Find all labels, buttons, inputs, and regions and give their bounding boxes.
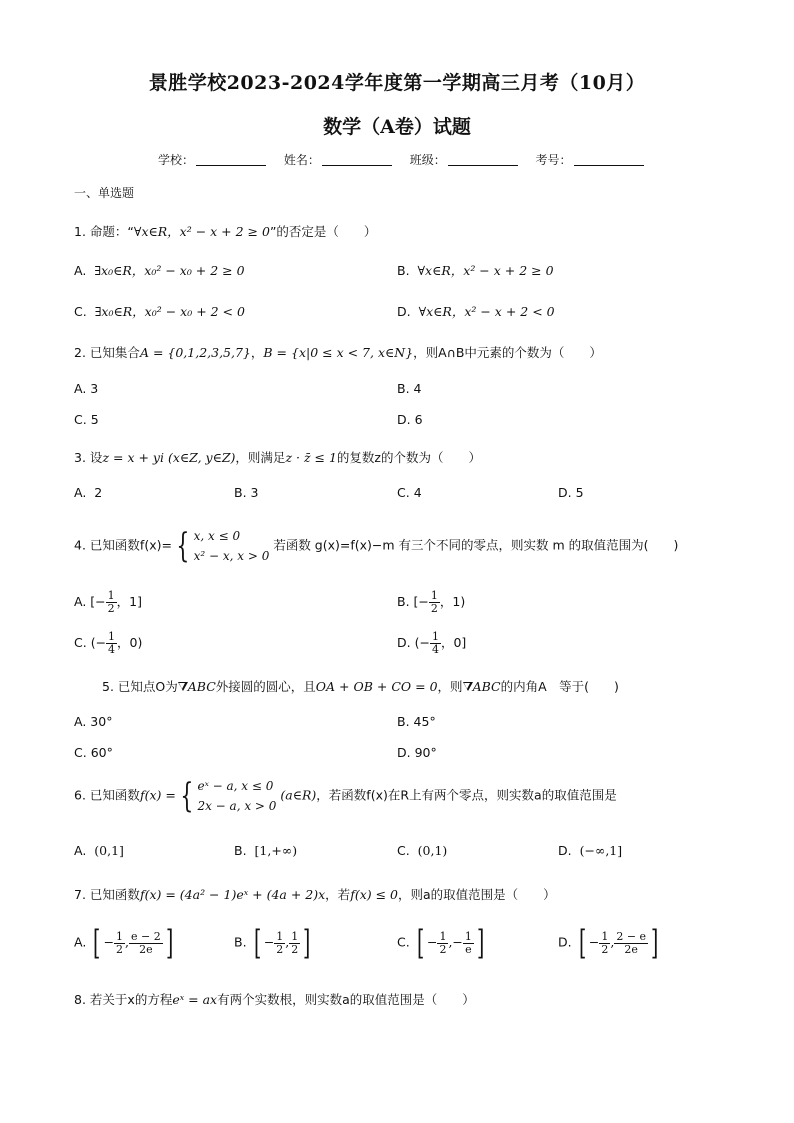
function-expr: f(x) = (4a² − 1)eˣ + (4a + 2)x	[139, 887, 326, 902]
set-b-expr: B = {x|0 ≤ x < 7, x∈N}	[263, 345, 414, 360]
question-number: 3.	[74, 450, 86, 465]
question-number: 4.	[74, 537, 86, 553]
left-brace: {	[180, 776, 194, 816]
complex-expr: z = x + yi (x∈Z, y∈Z)	[102, 450, 236, 465]
exam-title: 景胜学校2023-2024学年度第一学期高三月考（10月）	[148, 72, 646, 94]
q6-option-c: C. (0,1)	[397, 843, 448, 858]
q6-option-d: D. (−∞,1]	[558, 843, 623, 858]
q4-option-c: C. (− $\frac{1}{4}$ ，0)	[74, 630, 143, 656]
question-number: 7.	[74, 887, 86, 902]
piecewise-cases: x, x ≤ 0 x² − x, x > 0	[193, 529, 270, 563]
question-text: 的复数z的个数为（ ）	[336, 450, 481, 465]
question-text: 设	[89, 450, 103, 465]
q3-option-d: D. 5	[558, 485, 584, 500]
triangle-symbol	[463, 682, 473, 691]
set-a-expr: A = {0,1,2,3,5,7}	[139, 345, 251, 360]
question-7	[74, 885, 556, 903]
question-text: 已知函数	[89, 787, 140, 803]
question-text: 若关于x的方程	[89, 992, 173, 1007]
q2-option-d: D. 6	[397, 412, 423, 427]
q2-option-c: C. 5	[74, 412, 99, 427]
question-text: 已知函数	[89, 887, 140, 902]
q5-option-c: C. 60°	[74, 745, 113, 760]
q7-option-d: D. [ − $\frac{1}{2}$ , $\frac{2 - e}{2e}$ ]	[558, 923, 659, 963]
vector-expr: OA + OB + CO = 0	[315, 679, 438, 694]
q1-option-c: C. ∃x₀∈R，x₀² − x₀ + 2 < 0	[74, 304, 245, 319]
q4-option-a: A. [− $\frac{1}{2}$ ，1]	[74, 589, 142, 615]
question-text: ，则a的取值范围是（ ）	[398, 887, 556, 902]
q7-option-a: A. [ − $\frac{1}{2}$ , $\frac{e - 2}{2e}$ ]	[74, 923, 174, 963]
question-4	[74, 526, 678, 566]
question-number: 2.	[74, 345, 86, 360]
q7-option-c: C. [ − $\frac{1}{2}$ ,− $\frac{1}{e}$ ]	[397, 923, 485, 963]
question-text: 已知函数f(x)=	[89, 537, 172, 553]
question-6	[74, 776, 617, 816]
parameter-domain: (a∈R)	[280, 787, 317, 803]
condition-expr: z · z̄ ≤ 1	[285, 450, 337, 465]
question-5	[102, 677, 619, 695]
question-text: ，若	[325, 887, 351, 902]
question-text: 已知点O为	[117, 679, 178, 694]
triangle-name: ABC	[472, 679, 501, 694]
student-info-row	[158, 151, 658, 168]
question-text: ”的否定是（ ）	[269, 224, 377, 239]
name-blank	[322, 153, 392, 166]
question-text: 若函数 g(x)=f(x)−m 有三个不同的零点，则实数 m 的取值范围为( )	[273, 537, 679, 553]
question-text: ，则A∩B中元素的个数为（ ）	[413, 345, 602, 360]
question-expr: ∀x∈R，x² − x + 2 ≥ 0	[133, 224, 270, 239]
q2-option-a: A. 3	[74, 381, 99, 396]
equation-expr: eˣ = ax	[172, 992, 218, 1007]
condition-expr: f(x) ≤ 0	[350, 887, 398, 902]
q4-option-d: D. (− $\frac{1}{4}$ ，0]	[397, 630, 467, 656]
piecewise-cases: eˣ − a, x ≤ 0 2x − a, x > 0	[197, 779, 277, 813]
q1-option-d: D. ∀x∈R，x² − x + 2 < 0	[397, 304, 555, 319]
question-text: ，若函数f(x)在R上有两个零点，则实数a的取值范围是	[316, 787, 617, 803]
question-text: ，则	[437, 679, 463, 694]
class-blank	[448, 153, 518, 166]
q1-option-a: A. ∃x₀∈R，x₀² − x₀ + 2 ≥ 0	[74, 263, 245, 278]
number-label: 考号：	[535, 153, 572, 167]
q5-option-b: B. 45°	[397, 714, 436, 729]
triangle-symbol	[178, 682, 188, 691]
school-blank	[196, 153, 266, 166]
school-label: 学校：	[158, 153, 195, 167]
left-brace: {	[176, 526, 190, 566]
question-text: 命题：“	[89, 224, 134, 239]
q3-option-b: B. 3	[234, 485, 259, 500]
q6-option-a: A. (0,1]	[74, 843, 124, 858]
name-label: 姓名：	[283, 153, 320, 167]
question-8	[74, 990, 475, 1008]
q7-option-b: B. [ − $\frac{1}{2}$ , $\frac{1}{2}$ ]	[234, 923, 311, 963]
question-text: 外接圆的圆心，且	[215, 679, 316, 694]
section-heading: 一、单选题	[74, 186, 135, 200]
function-name: f(x) =	[139, 787, 176, 803]
q3-option-a: A. 2	[74, 485, 103, 500]
q5-option-a: A. 30°	[74, 714, 113, 729]
number-blank	[574, 153, 644, 166]
question-number: 6.	[74, 787, 86, 803]
question-3	[74, 448, 481, 466]
question-text: 有两个实数根，则实数a的取值范围是（ ）	[217, 992, 475, 1007]
q4-option-b: B. [− $\frac{1}{2}$ ，1)	[397, 589, 466, 615]
question-text: ，则满足	[235, 450, 286, 465]
question-text: 已知集合	[89, 345, 140, 360]
exam-subtitle: 数学（A卷）试题	[323, 116, 471, 138]
question-number: 8.	[74, 992, 86, 1007]
question-1	[74, 222, 376, 240]
q2-option-b: B. 4	[397, 381, 422, 396]
q1-option-b: B. ∀x∈R，x² − x + 2 ≥ 0	[397, 263, 554, 278]
q6-option-b: B. [1,+∞)	[234, 843, 298, 858]
triangle-name: ABC	[187, 679, 216, 694]
question-text: 的内角A 等于( )	[500, 679, 619, 694]
question-number: 5.	[102, 679, 114, 694]
question-2: 2. 已知集合A = {0,1,2,3,5,7}，B = {x|0 ≤ x < 7, x∈N}，则A∩B中元素的个数为（ ）	[74, 345, 602, 360]
q3-option-c: C. 4	[397, 485, 422, 500]
class-label: 班级：	[409, 153, 446, 167]
q5-option-d: D. 90°	[397, 745, 437, 760]
question-number: 1.	[74, 224, 86, 239]
